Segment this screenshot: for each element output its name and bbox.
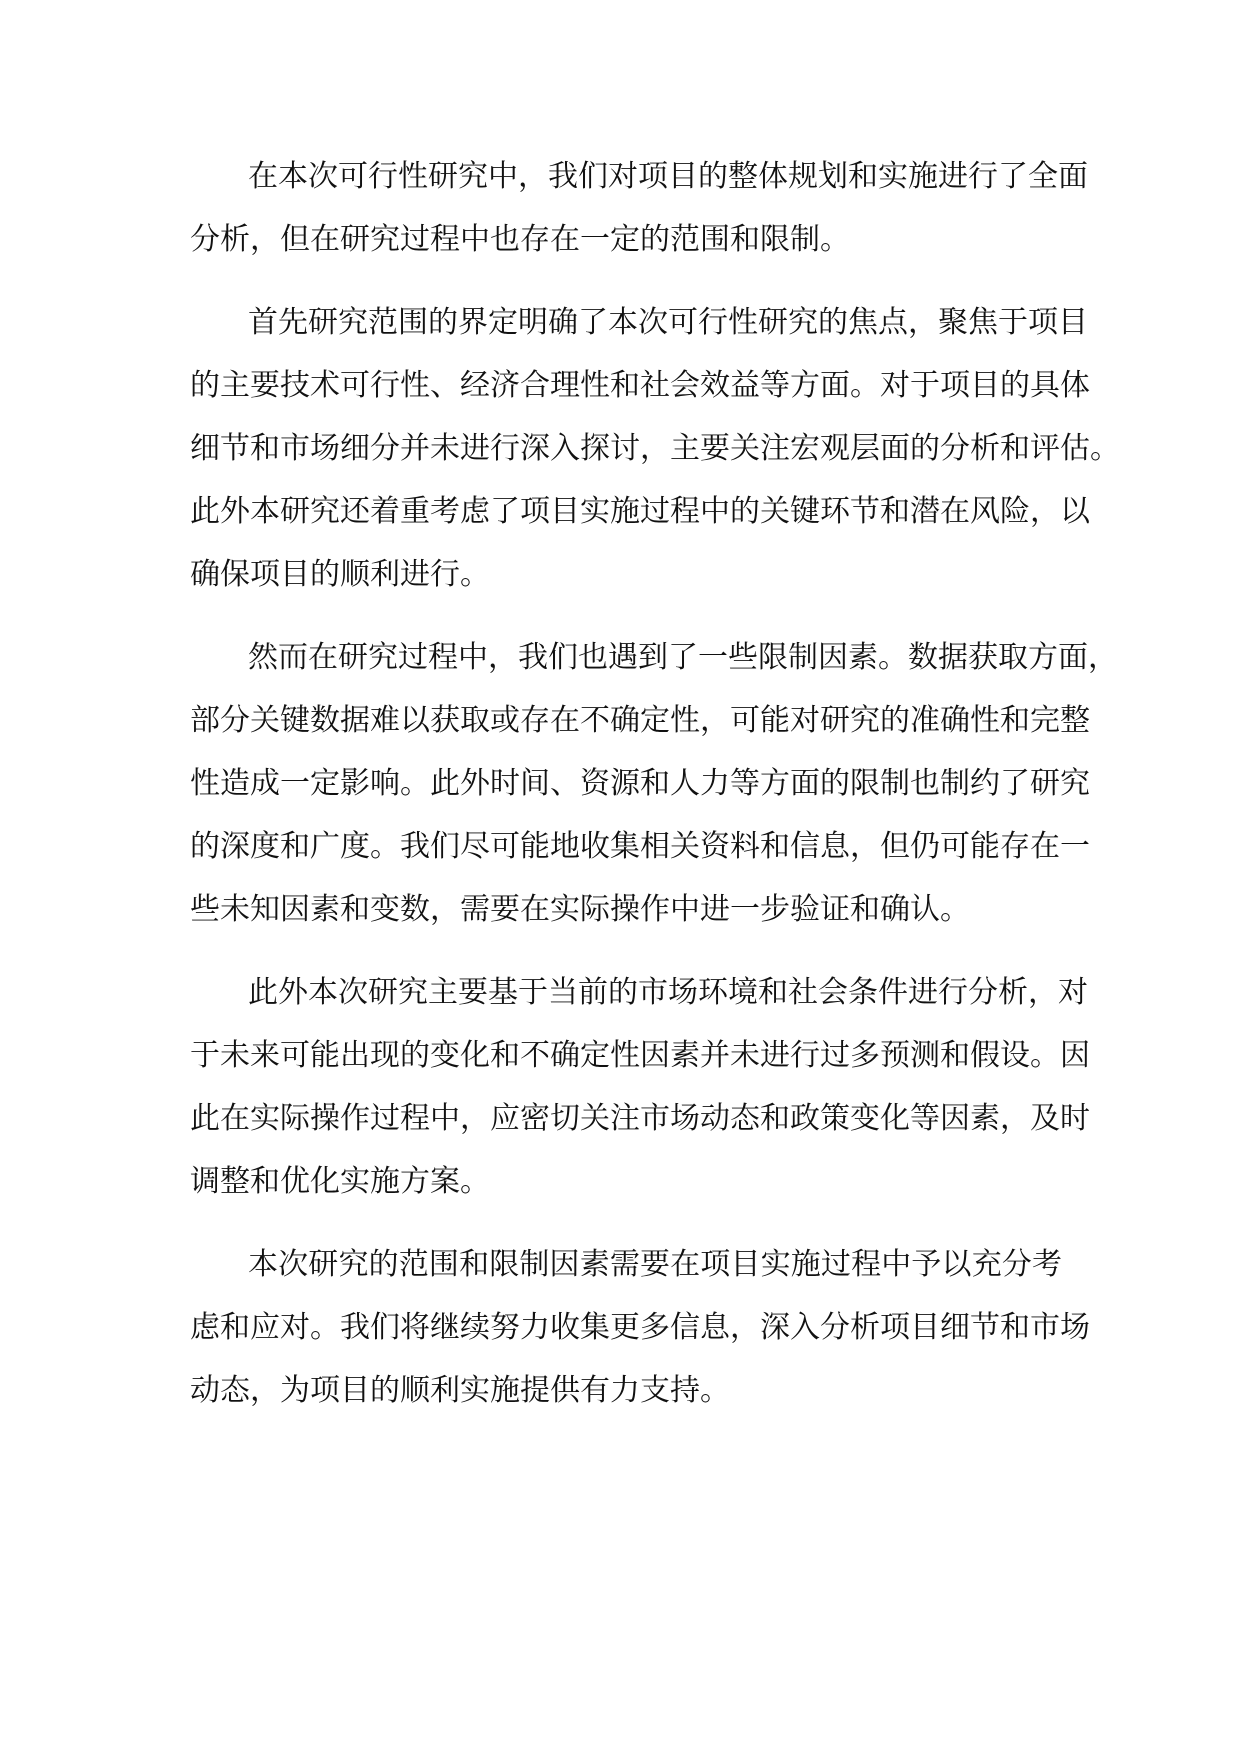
- paragraph-line: 部分关键数据难以获取或存在不确定性，可能对研究的准确性和完整: [190, 703, 1090, 738]
- paragraph: [190, 291, 1120, 606]
- paragraph-line: 确保项目的顺利进行。: [190, 557, 490, 592]
- paragraph-line: 在本次可行性研究中，我们对项目的整体规划和实施进行了全面: [248, 159, 1088, 194]
- paragraph-line: 本次研究的范围和限制因素需要在项目实施过程中予以充分考: [248, 1247, 1062, 1282]
- paragraph-spacer: [190, 271, 1062, 291]
- paragraph-line: 调整和优化实施方案。: [190, 1164, 490, 1199]
- paragraph-spacer: [190, 941, 1062, 961]
- paragraph: [190, 961, 1090, 1213]
- paragraph-spacer: [190, 606, 1062, 626]
- paragraph-line: 虑和应对。我们将继续努力收集更多信息，深入分析项目细节和市场: [190, 1310, 1090, 1345]
- paragraph-line: 些未知因素和变数，需要在实际操作中进一步验证和确认。: [190, 892, 970, 927]
- paragraph-line: 性造成一定影响。此外时间、资源和人力等方面的限制也制约了研究: [190, 766, 1090, 801]
- paragraph-line: 此在实际操作过程中，应密切关注市场动态和政策变化等因素，及时: [190, 1101, 1090, 1136]
- paragraph-line: 首先研究范围的界定明确了本次可行性研究的焦点，聚焦于项目: [248, 305, 1088, 340]
- paragraph-line: 然而在研究过程中，我们也遇到了一些限制因素。数据获取方面，: [248, 640, 1118, 675]
- document-body: [190, 145, 1120, 1422]
- paragraph-spacer: [190, 1213, 1062, 1233]
- paragraph-line: 细节和市场细分并未进行深入探讨，主要关注宏观层面的分析和评估。: [190, 431, 1120, 466]
- paragraph-line: 此外本研究还着重考虑了项目实施过程中的关键环节和潜在风险，以: [190, 494, 1090, 529]
- paragraph: [190, 1233, 1090, 1422]
- paragraph-line: 于未来可能出现的变化和不确定性因素并未进行过多预测和假设。因: [190, 1038, 1090, 1073]
- paragraph-line: 的深度和广度。我们尽可能地收集相关资料和信息，但仍可能存在一: [190, 829, 1090, 864]
- paragraph: [190, 145, 1088, 271]
- paragraph: [190, 626, 1118, 941]
- paragraph-line: 此外本次研究主要基于当前的市场环境和社会条件进行分析，对: [248, 975, 1088, 1010]
- paragraph-line: 的主要技术可行性、经济合理性和社会效益等方面。对于项目的具体: [190, 368, 1090, 403]
- paragraph-line: 分析，但在研究过程中也存在一定的范围和限制。: [190, 222, 850, 257]
- paragraph-line: 动态，为项目的顺利实施提供有力支持。: [190, 1373, 730, 1408]
